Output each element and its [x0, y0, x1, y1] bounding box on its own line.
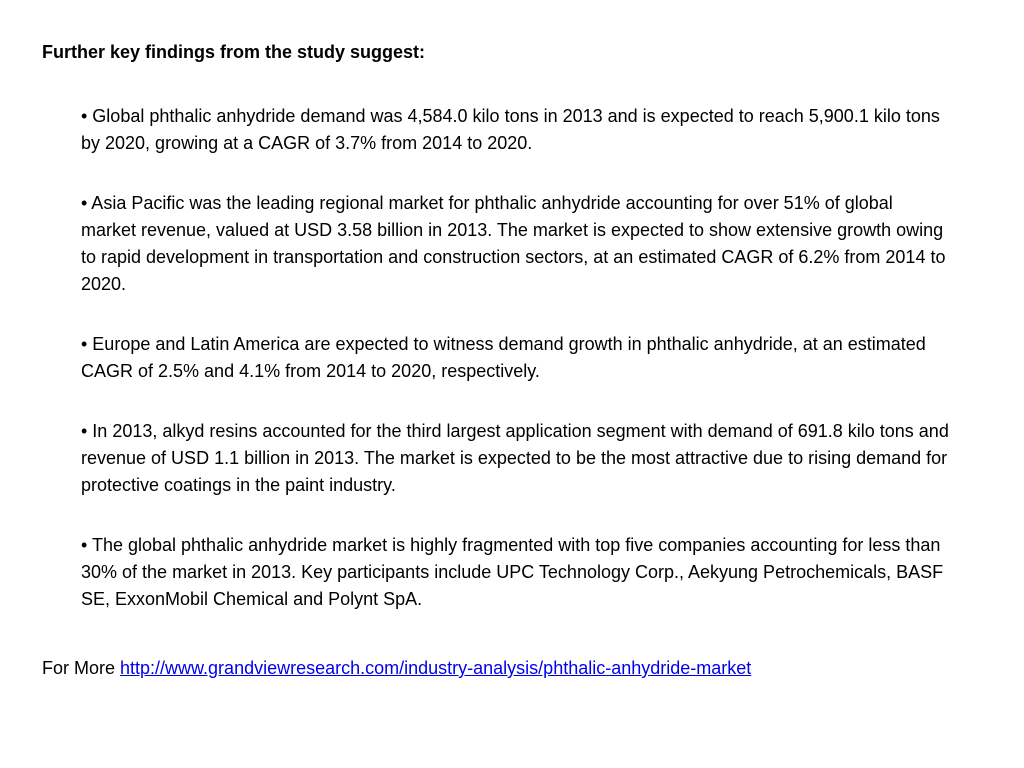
source-link[interactable]: http://www.grandviewresearch.com/industry-analysis/phthalic-anhydride-market — [120, 658, 752, 678]
finding-text: • Asia Pacific was the leading regional market for phthalic anhydride accounting for over 51% of global market revenue, valued at USD 3.58 billion in 2013. The market is expected to show extensive growth owing to rapid development in transportation and construction sectors, at an estimated CAGR of 6.2% from 2014 to 2020. — [81, 193, 946, 294]
finding-item — [81, 418, 951, 499]
finding-item — [81, 532, 951, 613]
finding-text: • The global phthalic anhydride market is highly fragmented with top five companies accounting for less than 30% of the market in 2013. Key participants include UPC Technology Corp., Aekyung Petrochemicals, BASF SE, ExxonMobil Chemical and Polynt SpA. — [81, 535, 944, 609]
more-info — [42, 655, 751, 682]
more-label: For More — [42, 658, 121, 678]
finding-text: • Global phthalic anhydride demand was 4,584.0 kilo tons in 2013 and is expected to reach 5,900.1 kilo tons by 2020, growing at a CAGR of 3.7% from 2014 to 2020. — [81, 106, 940, 153]
finding-item — [81, 331, 951, 385]
finding-item — [81, 103, 951, 157]
findings-list — [81, 103, 951, 646]
finding-item — [81, 190, 951, 298]
page-title: Further key findings from the study suggest: — [42, 42, 426, 62]
finding-text: • In 2013, alkyd resins accounted for the third largest application segment with demand of 691.8 kilo tons and revenue of USD 1.1 billion in 2013. The market is expected to be the most attractive due to rising demand for protective coatings in the paint industry. — [81, 421, 949, 495]
finding-text: • Europe and Latin America are expected to witness demand growth in phthalic anhydride, at an estimated CAGR of 2.5% and 4.1% from 2014 to 2020, respectively. — [81, 334, 926, 381]
